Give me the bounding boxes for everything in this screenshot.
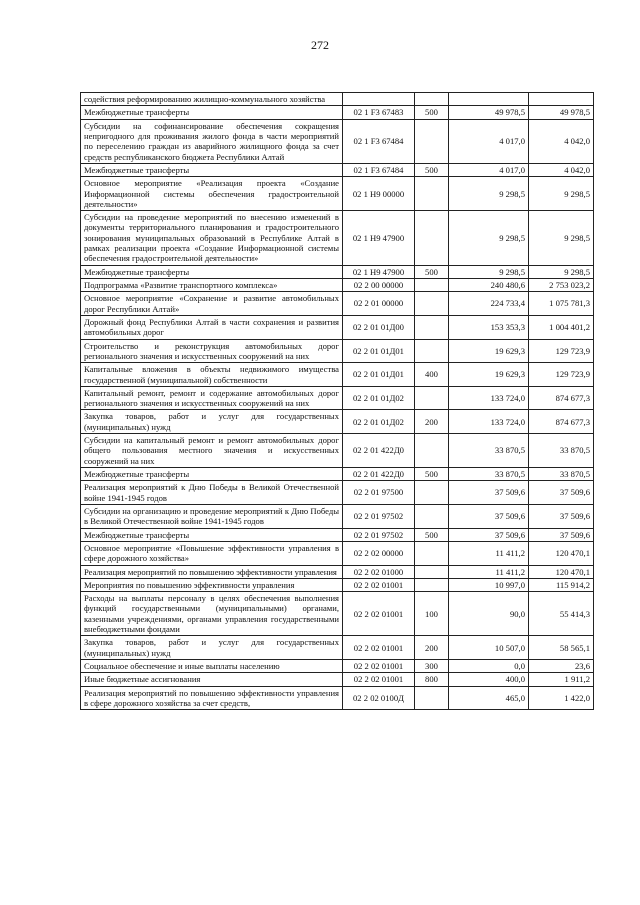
row-amount-year1-cell <box>449 93 529 106</box>
row-expense-type-cell <box>415 315 449 339</box>
row-expense-type-cell: 500 <box>415 265 449 278</box>
row-expense-type-cell <box>415 119 449 163</box>
row-amount-year1-cell: 90,0 <box>449 592 529 636</box>
table-row <box>81 106 594 119</box>
table-row <box>81 119 594 163</box>
row-amount-year1-cell: 19 629,3 <box>449 339 529 363</box>
row-amount-year1-cell: 133 724,0 <box>449 386 529 410</box>
row-amount-year2-cell: 1 004 401,2 <box>529 315 594 339</box>
row-amount-year1-cell: 465,0 <box>449 686 529 710</box>
table-row <box>81 504 594 528</box>
table-row <box>81 434 594 468</box>
row-amount-year1-cell: 37 509,6 <box>449 528 529 541</box>
row-code-cell <box>343 93 415 106</box>
row-code-cell: 02 2 01 01Д00 <box>343 315 415 339</box>
row-code-cell: 02 2 01 00000 <box>343 292 415 316</box>
row-name-cell: содействия реформированию жилищно-коммунального хозяйства <box>81 93 343 106</box>
row-expense-type-cell <box>415 434 449 468</box>
table-row <box>81 578 594 591</box>
row-name-cell: Реализация мероприятий по повышению эффективности управления <box>81 565 343 578</box>
row-amount-year2-cell <box>529 93 594 106</box>
row-name-cell: Межбюджетные трансферты <box>81 106 343 119</box>
table-row <box>81 177 594 211</box>
row-amount-year1-cell: 10 997,0 <box>449 578 529 591</box>
row-name-cell: Межбюджетные трансферты <box>81 468 343 481</box>
row-amount-year2-cell: 33 870,5 <box>529 468 594 481</box>
row-name-cell: Межбюджетные трансферты <box>81 528 343 541</box>
row-name-cell: Социальное обеспечение и иные выплаты населению <box>81 660 343 673</box>
table-row <box>81 93 594 106</box>
row-code-cell: 02 2 01 422Д0 <box>343 434 415 468</box>
row-expense-type-cell: 100 <box>415 592 449 636</box>
row-expense-type-cell: 200 <box>415 410 449 434</box>
table-row <box>81 528 594 541</box>
row-code-cell: 02 2 02 01001 <box>343 660 415 673</box>
row-name-cell: Мероприятия по повышению эффективности управления <box>81 578 343 591</box>
row-code-cell: 02 2 02 00000 <box>343 541 415 565</box>
row-amount-year1-cell: 37 509,6 <box>449 504 529 528</box>
row-expense-type-cell <box>415 686 449 710</box>
row-amount-year2-cell: 55 414,3 <box>529 592 594 636</box>
row-name-cell: Основное мероприятие «Реализация проекта «Создание Информационной системы обеспечения градостроительной деятельности» <box>81 177 343 211</box>
row-code-cell: 02 1 Н9 47900 <box>343 265 415 278</box>
budget-table <box>80 92 594 710</box>
row-amount-year1-cell: 19 629,3 <box>449 363 529 387</box>
row-name-cell: Дорожный фонд Республики Алтай в части сохранения и развития автомобильных дорог <box>81 315 343 339</box>
row-amount-year2-cell: 120 470,1 <box>529 541 594 565</box>
row-expense-type-cell <box>415 481 449 505</box>
row-name-cell: Основное мероприятие «Сохранение и развитие автомобильных дорог Республики Алтай» <box>81 292 343 316</box>
row-code-cell: 02 2 02 0100Д <box>343 686 415 710</box>
row-name-cell: Реализация мероприятий к Дню Победы в Великой Отечественной войне 1941-1945 годов <box>81 481 343 505</box>
table-row <box>81 481 594 505</box>
table-row <box>81 363 594 387</box>
row-expense-type-cell <box>415 578 449 591</box>
row-amount-year2-cell: 115 914,2 <box>529 578 594 591</box>
row-code-cell: 02 1 F3 67484 <box>343 163 415 176</box>
row-code-cell: 02 2 01 97502 <box>343 504 415 528</box>
row-expense-type-cell: 500 <box>415 106 449 119</box>
table-row <box>81 410 594 434</box>
table-row <box>81 541 594 565</box>
row-name-cell: Основное мероприятие «Повышение эффективности управления в сфере дорожного хозяйства» <box>81 541 343 565</box>
row-name-cell: Капитальный ремонт, ремонт и содержание автомобильных дорог регионального значения и искусственных сооружений на них <box>81 386 343 410</box>
row-name-cell: Подпрограмма «Развитие транспортного комплекса» <box>81 279 343 292</box>
row-expense-type-cell <box>415 386 449 410</box>
table-row <box>81 279 594 292</box>
row-code-cell: 02 2 01 97502 <box>343 528 415 541</box>
row-expense-type-cell <box>415 541 449 565</box>
row-expense-type-cell <box>415 211 449 266</box>
row-expense-type-cell <box>415 565 449 578</box>
row-amount-year1-cell: 153 353,3 <box>449 315 529 339</box>
row-code-cell: 02 2 00 00000 <box>343 279 415 292</box>
row-amount-year1-cell: 33 870,5 <box>449 468 529 481</box>
row-name-cell: Субсидии на софинансирование обеспечения сокращения непригодного для проживания жилого фонда в части мероприятий по переселению граждан из аварийного жилищного фонда за счет средств республиканского бюджета Республики Алтай <box>81 119 343 163</box>
row-amount-year2-cell: 4 042,0 <box>529 119 594 163</box>
row-amount-year1-cell: 9 298,5 <box>449 211 529 266</box>
row-name-cell: Субсидии на проведение мероприятий по внесению изменений в документы территориального планирования и градостроительного зонирования муниципальных образований в Республике Алтай в рамках реализации проекта «Создание Информационной системы обеспечения градостроительной деятельности» <box>81 211 343 266</box>
row-amount-year2-cell: 129 723,9 <box>529 363 594 387</box>
row-amount-year2-cell: 33 870,5 <box>529 434 594 468</box>
row-expense-type-cell <box>415 339 449 363</box>
row-code-cell: 02 2 01 97500 <box>343 481 415 505</box>
table-row <box>81 339 594 363</box>
row-name-cell: Реализация мероприятий по повышению эффективности управления в сфере дорожного хозяйства за счет средств, <box>81 686 343 710</box>
row-code-cell: 02 2 01 01Д01 <box>343 363 415 387</box>
row-expense-type-cell: 400 <box>415 363 449 387</box>
row-expense-type-cell <box>415 177 449 211</box>
row-name-cell: Межбюджетные трансферты <box>81 265 343 278</box>
row-name-cell: Иные бюджетные ассигнования <box>81 673 343 686</box>
row-amount-year1-cell: 11 411,2 <box>449 541 529 565</box>
row-amount-year2-cell: 9 298,5 <box>529 177 594 211</box>
table-row <box>81 565 594 578</box>
row-amount-year1-cell: 4 017,0 <box>449 163 529 176</box>
row-amount-year1-cell: 240 480,6 <box>449 279 529 292</box>
row-name-cell: Субсидии на капитальный ремонт и ремонт автомобильных дорог общего пользования местного значения и искусственных сооружений на них <box>81 434 343 468</box>
row-code-cell: 02 2 02 01001 <box>343 592 415 636</box>
table-row <box>81 315 594 339</box>
row-amount-year1-cell: 11 411,2 <box>449 565 529 578</box>
row-code-cell: 02 2 02 01001 <box>343 636 415 660</box>
row-amount-year1-cell: 33 870,5 <box>449 434 529 468</box>
table-row <box>81 660 594 673</box>
row-amount-year2-cell: 1 911,2 <box>529 673 594 686</box>
row-name-cell: Закупка товаров, работ и услуг для государственных (муниципальных) нужд <box>81 410 343 434</box>
row-amount-year2-cell: 874 677,3 <box>529 386 594 410</box>
row-amount-year2-cell: 23,6 <box>529 660 594 673</box>
row-amount-year2-cell: 2 753 023,2 <box>529 279 594 292</box>
row-code-cell: 02 2 01 01Д02 <box>343 410 415 434</box>
row-amount-year2-cell: 129 723,9 <box>529 339 594 363</box>
row-expense-type-cell: 500 <box>415 528 449 541</box>
row-code-cell: 02 1 F3 67483 <box>343 106 415 119</box>
table-row <box>81 265 594 278</box>
row-name-cell: Строительство и реконструкция автомобильных дорог регионального значения и искусственных сооружений на них <box>81 339 343 363</box>
row-amount-year2-cell: 37 509,6 <box>529 481 594 505</box>
page-number: 272 <box>311 38 329 52</box>
table-row <box>81 163 594 176</box>
table-row <box>81 592 594 636</box>
row-name-cell: Закупка товаров, работ и услуг для государственных (муниципальных) нужд <box>81 636 343 660</box>
budget-table-body <box>81 93 594 710</box>
row-expense-type-cell: 500 <box>415 468 449 481</box>
table-row <box>81 211 594 266</box>
row-amount-year2-cell: 9 298,5 <box>529 211 594 266</box>
row-amount-year1-cell: 9 298,5 <box>449 265 529 278</box>
row-code-cell: 02 2 01 01Д01 <box>343 339 415 363</box>
row-code-cell: 02 2 02 01000 <box>343 565 415 578</box>
table-row <box>81 292 594 316</box>
row-expense-type-cell: 500 <box>415 163 449 176</box>
row-amount-year1-cell: 49 978,5 <box>449 106 529 119</box>
row-code-cell: 02 2 01 01Д02 <box>343 386 415 410</box>
row-amount-year2-cell: 1 075 781,3 <box>529 292 594 316</box>
row-amount-year2-cell: 9 298,5 <box>529 265 594 278</box>
table-row <box>81 468 594 481</box>
row-amount-year1-cell: 224 733,4 <box>449 292 529 316</box>
row-amount-year2-cell: 58 565,1 <box>529 636 594 660</box>
row-name-cell: Субсидии на организацию и проведение мероприятий к Дню Победы в Великой Отечественной войне 1941-1945 годов <box>81 504 343 528</box>
row-amount-year1-cell: 10 507,0 <box>449 636 529 660</box>
table-row <box>81 686 594 710</box>
row-amount-year2-cell: 4 042,0 <box>529 163 594 176</box>
row-amount-year2-cell: 874 677,3 <box>529 410 594 434</box>
row-expense-type-cell <box>415 504 449 528</box>
row-amount-year1-cell: 4 017,0 <box>449 119 529 163</box>
row-code-cell: 02 1 Н9 47900 <box>343 211 415 266</box>
table-row <box>81 386 594 410</box>
row-amount-year1-cell: 37 509,6 <box>449 481 529 505</box>
row-amount-year1-cell: 133 724,0 <box>449 410 529 434</box>
row-expense-type-cell: 800 <box>415 673 449 686</box>
row-name-cell: Расходы на выплаты персоналу в целях обеспечения выполнения функций государственными (муниципальными) органами, казенными учреждениями, органами управления государственными внебюджетными фондами <box>81 592 343 636</box>
row-amount-year2-cell: 37 509,6 <box>529 528 594 541</box>
row-amount-year1-cell: 0,0 <box>449 660 529 673</box>
table-row <box>81 636 594 660</box>
row-code-cell: 02 2 01 422Д0 <box>343 468 415 481</box>
table-row <box>81 673 594 686</box>
row-name-cell: Межбюджетные трансферты <box>81 163 343 176</box>
row-code-cell: 02 2 02 01001 <box>343 578 415 591</box>
row-expense-type-cell: 200 <box>415 636 449 660</box>
row-amount-year2-cell: 49 978,5 <box>529 106 594 119</box>
row-code-cell: 02 1 Н9 00000 <box>343 177 415 211</box>
row-code-cell: 02 2 02 01001 <box>343 673 415 686</box>
row-expense-type-cell <box>415 93 449 106</box>
row-amount-year2-cell: 120 470,1 <box>529 565 594 578</box>
row-amount-year2-cell: 37 509,6 <box>529 504 594 528</box>
row-amount-year1-cell: 400,0 <box>449 673 529 686</box>
row-expense-type-cell: 300 <box>415 660 449 673</box>
row-expense-type-cell <box>415 279 449 292</box>
row-name-cell: Капитальные вложения в объекты недвижимого имущества государственной (муниципальной) собственности <box>81 363 343 387</box>
row-amount-year2-cell: 1 422,0 <box>529 686 594 710</box>
row-amount-year1-cell: 9 298,5 <box>449 177 529 211</box>
row-code-cell: 02 1 F3 67484 <box>343 119 415 163</box>
row-expense-type-cell <box>415 292 449 316</box>
